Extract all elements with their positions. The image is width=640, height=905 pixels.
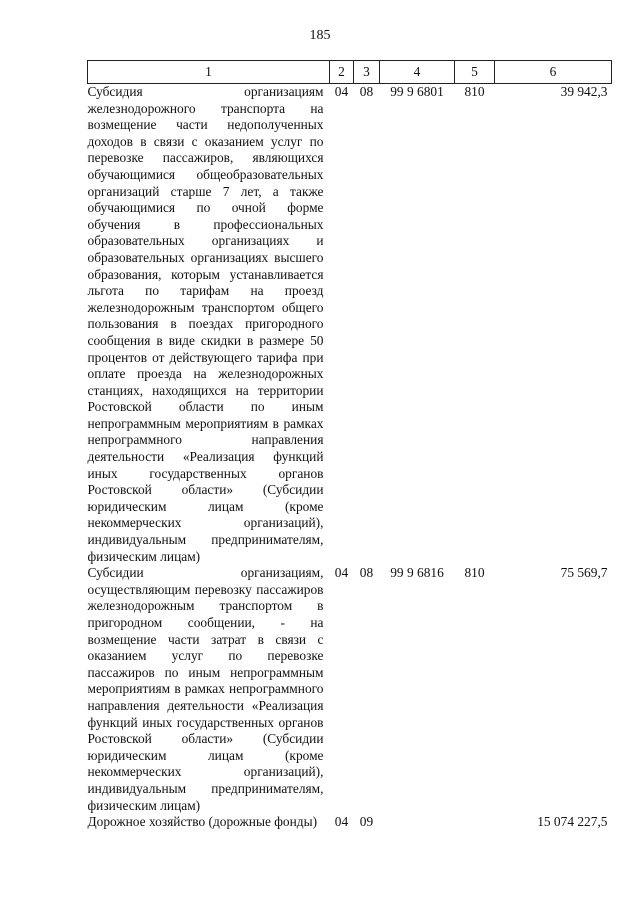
- table-header: [88, 61, 612, 84]
- header-col-5: 5: [455, 61, 495, 84]
- table-row: [88, 84, 612, 566]
- row-target-article: 99 9 6816: [390, 565, 444, 581]
- header-col-3: 3: [354, 61, 380, 84]
- table-body: [88, 84, 612, 831]
- row-description: Субсидии организациям, осуществляющим перевозку пассажиров железнодорожным транспортом в пригородном сообщении, - на возмещение части затрат в связи с оказанием услуг по перевозке пассажиров по иным непрограммным мероприятиям в рамках непрограммного направления деятельности «Реализация функций иных государственных органов Ростовской области» (Субсидии юридическим лицам (кроме некоммерческих организаций), индивидуальным предпринимателям, физическим лицам): [87, 565, 324, 813]
- header-col-6: 6: [495, 61, 612, 84]
- row-description: Субсидия организациям железнодорожного транспорта на возмещение части недополученных доходов в связи с оказанием услуг по перевозке пассажиров, являющихся обучающимися общеобразовательных организаций старше 7 лет, а также обучающимися по очной форме обучения в профессиональных образовательных организациях и образовательных организациях высшего образования, которым устанавливается льгота по тарифам на проезд железнодорожным транспортом общего пользования в поездах пригородного сообщения в виде скидки в размере 50 процентов от действующего тарифа при оплате проезда на железнодорожных станциях, находящихся на территории Ростовской области по иным непрограммным мероприятиям в рамках непрограммного направления деятельности «Реализация функций иных государственных органов Ростовской области» (Субсидии юридическим лицам (кроме некоммерческих организаций), индивидуальным предпринимателям, физическим лицам): [87, 84, 324, 564]
- row-subsection: 08: [359, 84, 374, 99]
- page-number: 185: [309, 28, 331, 43]
- row-section: 04: [334, 84, 349, 99]
- row-subsection: 08: [359, 565, 374, 581]
- row-amount: 75 569,7: [560, 565, 608, 581]
- row-description: Дорожное хозяйство (дорожные фонды): [87, 814, 318, 830]
- header-row: [88, 61, 612, 84]
- row-section: 04: [334, 565, 349, 581]
- row-expense-type: 810: [464, 565, 485, 581]
- row-amount: 39 942,3: [560, 84, 608, 99]
- row-subsection: 09: [359, 814, 374, 830]
- row-amount: 15 074 227,5: [537, 814, 608, 830]
- budget-table: [87, 60, 612, 831]
- row-expense-type: 810: [464, 84, 485, 99]
- header-col-2: 2: [330, 61, 354, 84]
- row-expense-type: [455, 814, 495, 831]
- row-target-article: [380, 814, 455, 831]
- header-col-1: 1: [88, 61, 330, 84]
- row-target-article: 99 9 6801: [390, 84, 444, 99]
- row-section: 04: [334, 814, 349, 830]
- header-col-4: 4: [380, 61, 455, 84]
- table-row: [88, 565, 612, 814]
- table-row: [88, 814, 612, 831]
